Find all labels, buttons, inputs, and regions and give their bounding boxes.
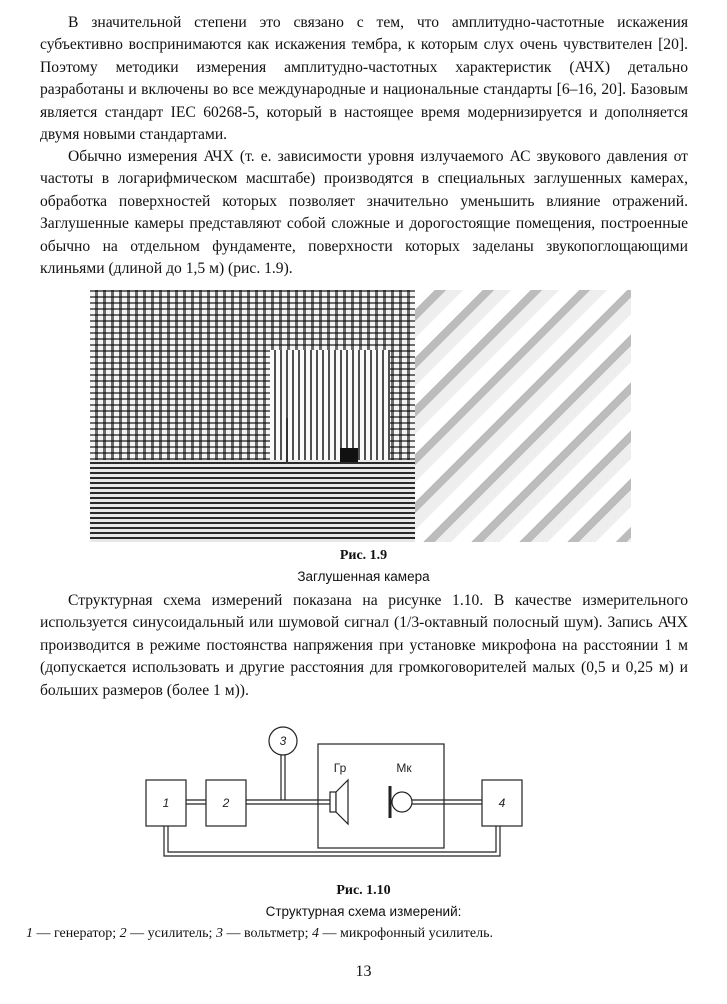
paragraph-1: В значительной степени это связано с тем, что амплитудно-частотные искажения субъективно воспринимаются как искажения тембра, к которым слух очень чувствителен [20]. Поэтому методики измерения амплитудно-частотных характеристик (АЧХ) детально разработаны и включены во все международные и национальные стандарты [6–16, 20]. Базовым является стандарт IEC 60268-5, который в настоящее время модернизируется и дополняется двумя новыми стандартами. xyxy=(40,14,688,144)
legend-num-1: 1 xyxy=(26,926,33,941)
paragraph-3: Структурная схема измерений показана на рисунке 1.10. В качестве измерительного используется синусоидальный или шумовой сигнал (1/3-октавный полосный шум). Запись АЧХ производится в режиме постоянства напряжения при установке микрофона на расстоянии 1 м (допускается использовать и другие расстояния для громкоговорителей малых (0,5 и 0,25 м) и больших размеров (более 1 м)). xyxy=(40,592,688,699)
figure-1-9-caption: Заглушенная камера xyxy=(297,569,430,584)
photo-wedges-closeup xyxy=(415,290,631,542)
photo-speaker-box xyxy=(340,448,358,462)
block-1-label: 1 xyxy=(162,796,170,810)
block-4-label: 4 xyxy=(498,796,506,810)
photo-grid-floor xyxy=(90,460,420,542)
legend-text-3: — вольтметр; xyxy=(222,926,312,941)
legend-num-4: 4 xyxy=(311,926,319,941)
legend-text-1: — генератор; xyxy=(33,926,120,941)
figure-1-10-caption: Структурная схема измерений: xyxy=(265,904,462,919)
speaker-label: Гр xyxy=(333,761,347,775)
figure-1-9-title: Рис. 1.9 xyxy=(339,548,388,563)
measurement-block-diagram xyxy=(0,720,727,870)
anechoic-chamber-photo xyxy=(90,290,631,542)
photo-mic-stand xyxy=(286,418,288,464)
legend-text-4: — микрофонный усилитель. xyxy=(318,926,493,941)
figure-1-10-legend xyxy=(26,926,706,942)
microphone-label: Мк xyxy=(396,761,412,775)
photo-back-wall xyxy=(270,350,390,460)
paragraph-2: Обычно измерения АЧХ (т. е. зависимости уровня излучаемого АС звукового давления от частоты в логарифмическом масштабе) производятся в специальных заглушенных камерах, обработка поверхностей которых позволяет значительно уменьшить влияние отражений. Заглушенные камеры представляют собой сложные и дорогостоящие помещения, построенные обычно на отдельном фундаменте, поверхности которых заделаны звукопоглощающими клиньями (длиной до 1,5 м) (рис. 1.9). xyxy=(40,148,688,278)
figure-1-10-title: Рис. 1.10 xyxy=(336,883,391,898)
legend-text-2: — усилитель; xyxy=(126,926,216,941)
legend-num-3: 3 xyxy=(215,926,223,941)
page-number: 13 xyxy=(355,963,372,980)
block-2-label: 2 xyxy=(222,796,230,810)
voltmeter-label: 3 xyxy=(279,734,287,748)
legend-num-2: 2 xyxy=(119,926,127,941)
